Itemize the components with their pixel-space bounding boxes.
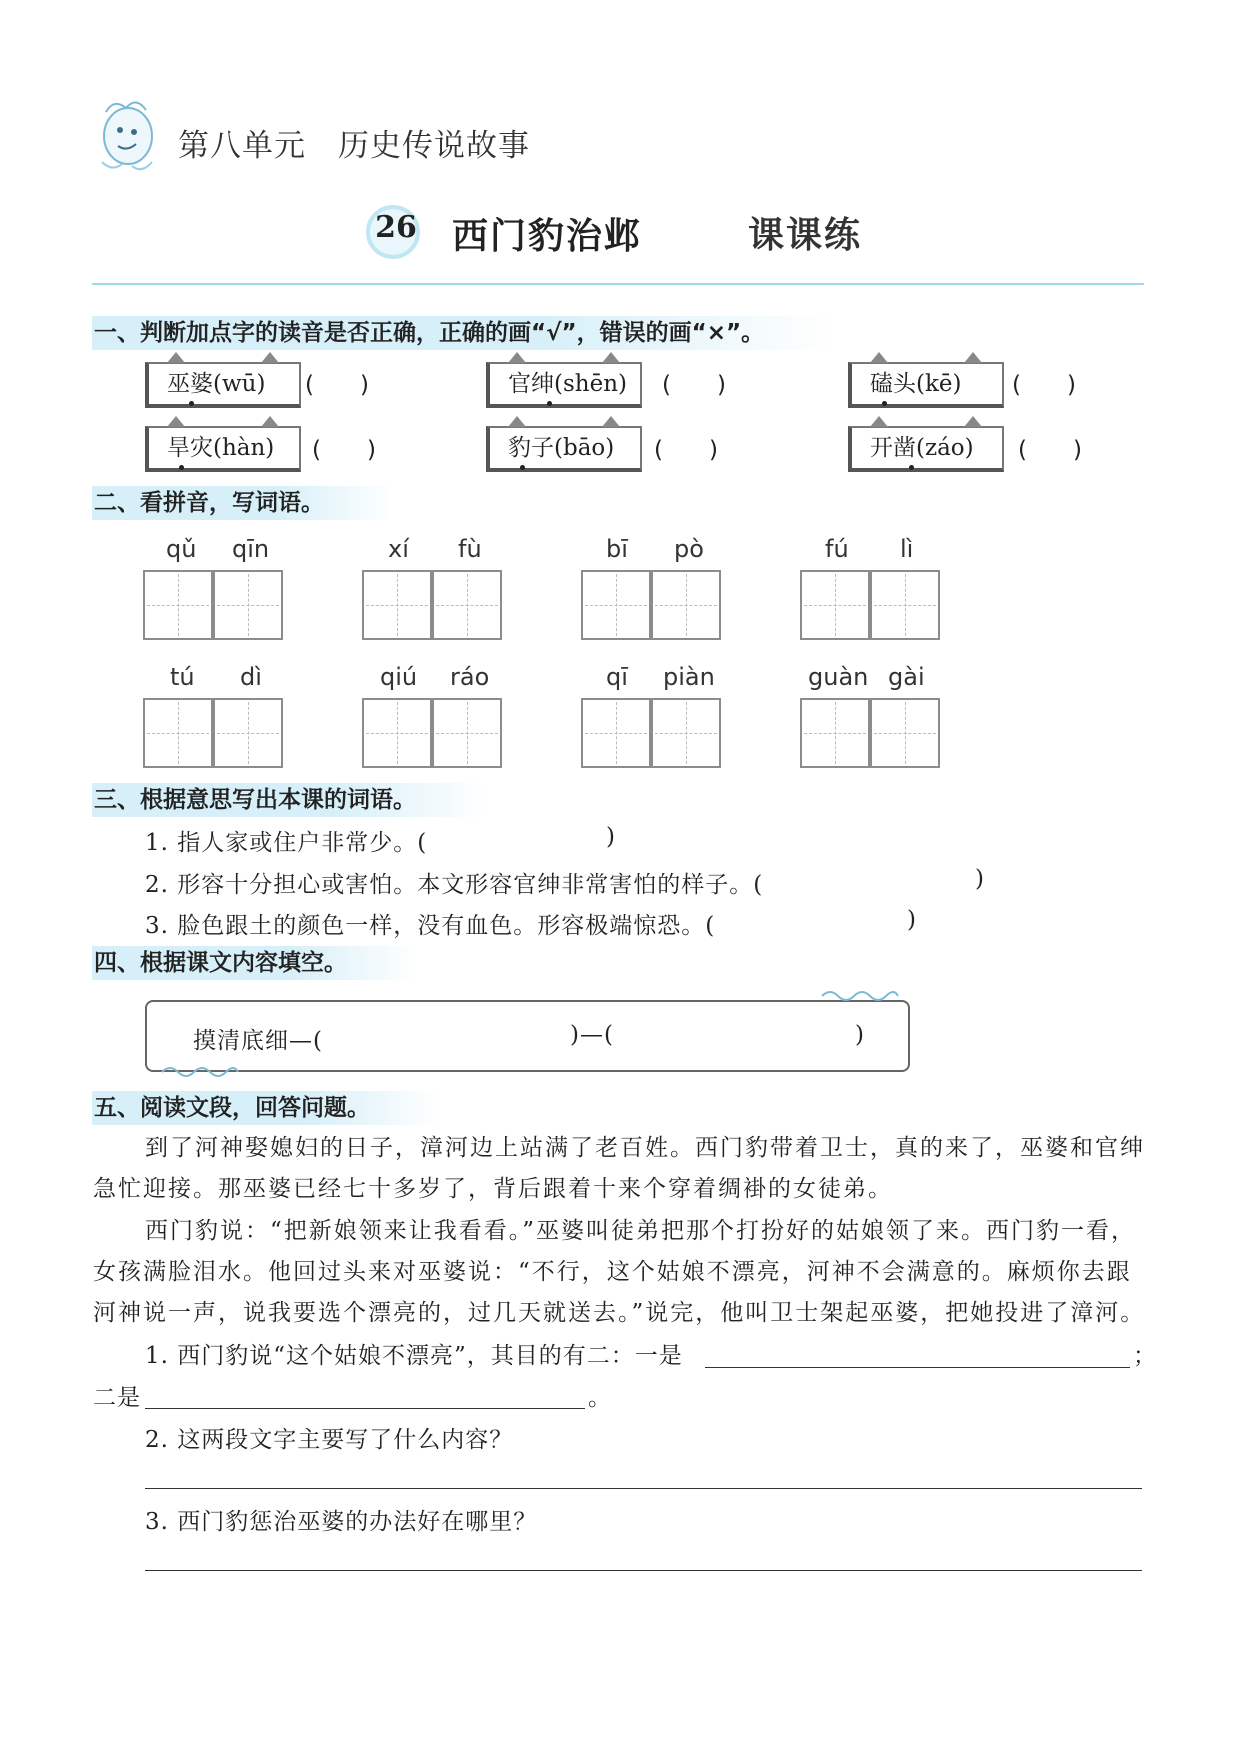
card-tab: [602, 416, 620, 427]
pinyin: qǔ: [166, 535, 197, 563]
q3-answer-2[interactable]: [815, 862, 970, 896]
header-divider: [92, 283, 1144, 285]
writing-grid-cell[interactable]: [432, 698, 502, 768]
answer-paren[interactable]: ( ): [1018, 437, 1082, 463]
writing-grid-cell[interactable]: [362, 570, 432, 640]
card-tab: [508, 416, 526, 427]
emphasis-dot: [909, 465, 914, 470]
card-tab: [508, 352, 526, 363]
writing-grid-cell[interactable]: [213, 570, 283, 640]
emphasis-dot: [189, 401, 194, 406]
mascot-icon: [92, 92, 162, 176]
emphasis-dot: [882, 401, 887, 406]
q5-question-1: 1. 西门豹说“这个姑娘不漂亮”，其目的有二：一是: [145, 1343, 683, 1369]
card-tab: [870, 352, 888, 363]
card-tab: [261, 352, 279, 363]
pinyin: guàn: [808, 663, 869, 691]
pinyin: piàn: [663, 663, 715, 691]
lesson-number: 26: [375, 210, 417, 245]
lesson-title: 西门豹治邺: [452, 215, 643, 257]
pinyin: xí: [388, 535, 409, 563]
pinyin: fú: [825, 535, 849, 563]
card-tab: [167, 352, 185, 363]
answer-paren[interactable]: ( ): [662, 372, 726, 398]
word-card: [848, 362, 1004, 408]
unit-title: 第八单元 历史传说故事: [178, 128, 530, 164]
q3-answer-1[interactable]: [440, 820, 600, 854]
word-card: [145, 362, 301, 408]
q3-item-3-close: ): [907, 907, 917, 933]
q5-question-1-b: 二是: [93, 1385, 141, 1411]
word-text: 磕头(kē): [870, 371, 962, 397]
scroll-ornament-icon: [820, 988, 900, 1004]
scroll-ornament-icon: [160, 1064, 240, 1080]
q3-item-2: 2. 形容十分担心或害怕。本文形容官绅非常害怕的样子。(: [145, 872, 764, 898]
pinyin: ráo: [450, 663, 490, 691]
section-heading-3: 三、根据意思写出本课的词语。: [92, 783, 486, 817]
word-text: 开凿(záo): [870, 435, 974, 461]
pinyin: pò: [674, 535, 704, 563]
answer-line[interactable]: [145, 1488, 1142, 1489]
q4-start: 摸清底细—(: [193, 1028, 323, 1054]
answer-paren[interactable]: ( ): [654, 437, 718, 463]
writing-grid-cell[interactable]: [870, 570, 940, 640]
emphasis-dot: [547, 401, 552, 406]
writing-grid-cell[interactable]: [432, 570, 502, 640]
writing-grid-cell[interactable]: [143, 698, 213, 768]
q3-item-2-close: ): [975, 866, 985, 892]
answer-paren[interactable]: ( ): [1012, 372, 1076, 398]
q3-item-1: 1. 指人家或住户非常少。(: [145, 830, 428, 856]
section-heading-1: 一、判断加点字的读音是否正确，正确的画“√”，错误的画“×”。: [92, 316, 834, 350]
word-card: [848, 426, 1004, 472]
pinyin: bī: [606, 535, 628, 563]
pinyin: dì: [240, 663, 262, 691]
pinyin: qiú: [380, 663, 418, 691]
q4-middle: )—(: [570, 1022, 614, 1048]
emphasis-dot: [520, 465, 525, 470]
q5-question-3: 3. 西门豹惩治巫婆的办法好在哪里？: [145, 1509, 538, 1535]
pinyin: gài: [888, 663, 925, 691]
answer-line[interactable]: [145, 1570, 1142, 1571]
section-heading-2: 二、看拼音，写词语。: [92, 486, 394, 520]
pinyin: qī: [606, 663, 628, 691]
card-tab: [964, 416, 982, 427]
section-heading-5: 五、阅读文段，回答问题。: [92, 1091, 440, 1125]
word-text: 官绅(shēn): [508, 371, 627, 397]
writing-grid-cell[interactable]: [581, 570, 651, 640]
card-tab: [167, 416, 185, 427]
writing-grid-cell[interactable]: [651, 698, 721, 768]
q5-question-2: 2. 这两段文字主要写了什么内容？: [145, 1427, 514, 1453]
writing-grid-cell[interactable]: [870, 698, 940, 768]
answer-line[interactable]: [705, 1367, 1130, 1368]
pinyin: tú: [170, 663, 195, 691]
word-card: [486, 426, 642, 472]
passage-line: 西门豹说：“把新娘领来让我看看。”巫婆叫徒弟把那个打扮好的姑娘领了来。西门豹一看，: [145, 1218, 1137, 1244]
writing-grid-cell[interactable]: [800, 698, 870, 768]
word-text: 巫婆(wū): [167, 371, 266, 397]
passage-line: 女孩满脸泪水。他回过头来对巫婆说：“不行，这个姑娘不漂亮，河神不会满意的。麻烦你去跟: [93, 1259, 1132, 1285]
writing-grid-cell[interactable]: [581, 698, 651, 768]
card-tab: [261, 416, 279, 427]
writing-grid-cell[interactable]: [143, 570, 213, 640]
card-tab: [602, 352, 620, 363]
pinyin: fù: [458, 535, 482, 563]
emphasis-dot: [179, 465, 184, 470]
pinyin: qīn: [232, 535, 270, 563]
q3-item-1-close: ): [606, 824, 616, 850]
answer-paren[interactable]: ( ): [312, 437, 376, 463]
writing-grid-cell[interactable]: [800, 570, 870, 640]
q5-question-1-period: 。: [588, 1385, 612, 1411]
section-heading-4: 四、根据课文内容填空。: [92, 946, 417, 980]
passage-line: 河神说一声，说我要选个漂亮的，过几天就送去。”说完，他叫卫士架起巫婆，把她投进了漳河。: [93, 1300, 1146, 1326]
q4-blank-2[interactable]: [625, 1018, 850, 1052]
passage-line: 急忙迎接。那巫婆已经七十多岁了，背后跟着十来个穿着绸褂的女徒弟。: [93, 1176, 893, 1202]
q3-item-3: 3. 脸色跟土的颜色一样，没有血色。形容极端惊恐。(: [145, 913, 716, 939]
card-tab: [870, 416, 888, 427]
q5-question-1-semicolon: ；: [1133, 1343, 1157, 1369]
writing-grid-cell[interactable]: [213, 698, 283, 768]
word-text: 豹子(bāo): [508, 435, 615, 461]
passage-line: 到了河神娶媳妇的日子，漳河边上站满了老百姓。西门豹带着卫士，真的来了，巫婆和官绅: [145, 1135, 1145, 1161]
q3-answer-3[interactable]: [745, 903, 900, 937]
word-text: 旱灾(hàn): [167, 435, 275, 461]
answer-line[interactable]: [145, 1408, 585, 1409]
answer-paren[interactable]: ( ): [305, 372, 369, 398]
pinyin: lì: [900, 535, 914, 563]
word-card: [486, 362, 642, 408]
writing-grid-cell[interactable]: [651, 570, 721, 640]
q4-end: ): [855, 1022, 865, 1048]
word-card: [145, 426, 301, 472]
card-tab: [964, 352, 982, 363]
practice-label: 课课练: [748, 215, 863, 256]
writing-grid-cell[interactable]: [362, 698, 432, 768]
q4-blank-1[interactable]: [340, 1018, 565, 1052]
